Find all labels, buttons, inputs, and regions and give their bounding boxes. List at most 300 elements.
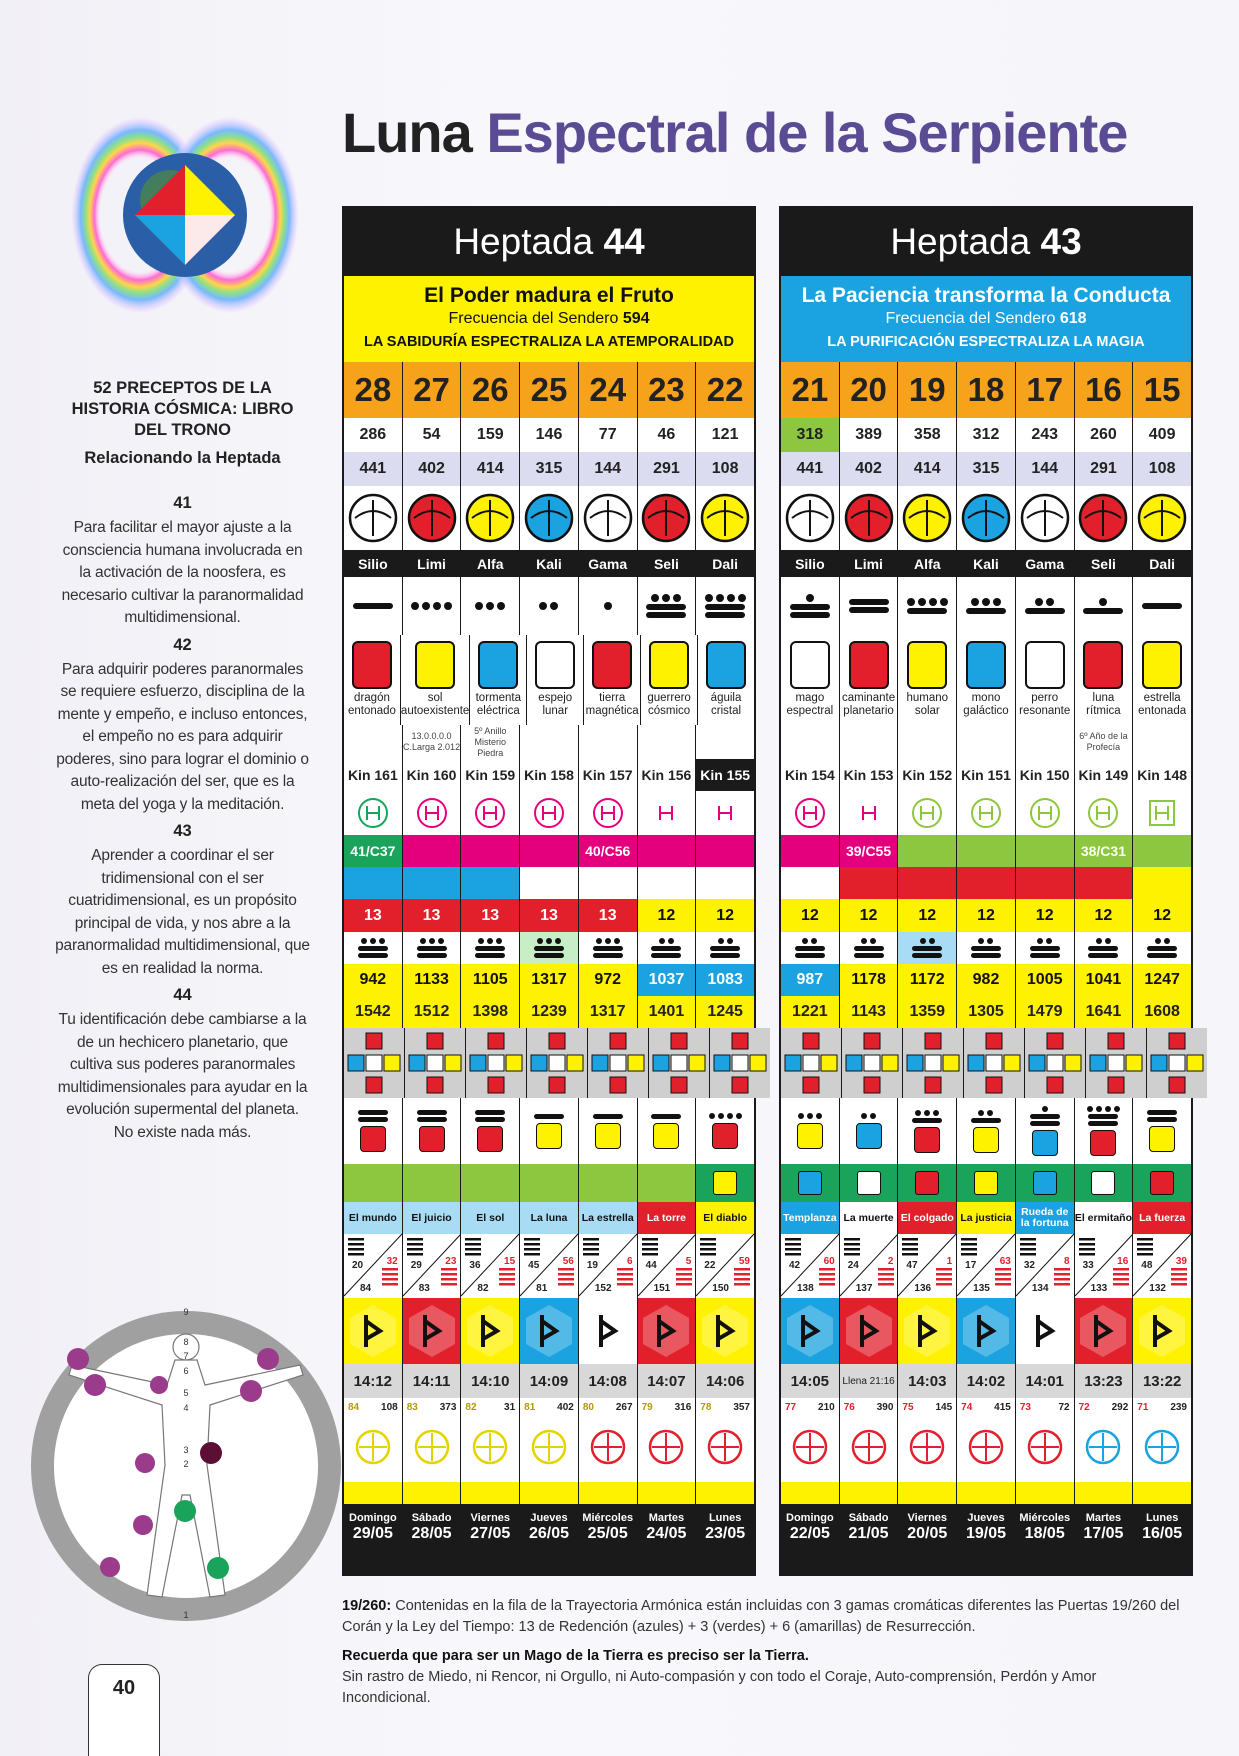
- hexagram-number-red: 60: [823, 1256, 835, 1267]
- banner-title: El Poder madura el Fruto: [424, 284, 674, 307]
- note-row: [344, 725, 754, 759]
- oracle-icon-row: [781, 791, 1191, 835]
- kin-label: Kin 158: [520, 759, 578, 791]
- banner-frequency: [781, 308, 1191, 330]
- harmonic-bar: 40/C56: [579, 835, 637, 867]
- tone-dots-icon: [403, 577, 461, 635]
- note: [840, 725, 898, 759]
- green-band: [1075, 1164, 1133, 1202]
- planet-number-left: 74: [961, 1402, 973, 1413]
- planet-icon: [840, 1398, 898, 1482]
- plasma-name-row: [344, 550, 754, 577]
- note-row: [781, 725, 1191, 759]
- tone-seal-icon: [638, 1098, 696, 1164]
- harmonic-bar: [520, 835, 578, 867]
- solar-seal-label-line1: guerrero: [647, 692, 691, 704]
- yellow-strip: [461, 1482, 519, 1504]
- solar-seal-icon: [1025, 641, 1065, 689]
- solar-seal: [641, 635, 697, 725]
- planet-number-left: 82: [465, 1402, 477, 1413]
- plasma-name: Alfa: [898, 550, 956, 577]
- day-of-week: [957, 1504, 1015, 1548]
- yellow-strip: [403, 1482, 461, 1504]
- value-b: 108: [1133, 452, 1191, 486]
- planet-icon: [781, 1398, 839, 1482]
- day-number: 28: [344, 362, 402, 418]
- plasma-seal-icon: [403, 486, 461, 550]
- number-a: 1037: [638, 964, 696, 996]
- day-of-week: [403, 1504, 461, 1548]
- date-label: 17/05: [1083, 1525, 1124, 1542]
- tone-dots-icon-row: [344, 577, 754, 635]
- tone-number: 13: [403, 899, 461, 932]
- color-bar: [638, 867, 696, 899]
- number-a: 982: [957, 964, 1015, 996]
- plasma-name: Dali: [696, 550, 754, 577]
- oracle-icon: [1133, 791, 1191, 835]
- solar-seal-row: [344, 635, 754, 725]
- precept-number: 44: [173, 986, 192, 1004]
- rune-icon: [957, 1298, 1015, 1364]
- precepts-column: [55, 378, 310, 1150]
- hexagram-number-red: 32: [386, 1256, 398, 1267]
- hexagram-cell: [403, 1234, 461, 1298]
- planet-icon-row: [344, 1398, 754, 1482]
- tone-dots-icon: [638, 577, 696, 635]
- tone-dots-icon: [898, 577, 956, 635]
- precept-number: 43: [173, 822, 192, 840]
- planet-number-right: 292: [1111, 1402, 1129, 1413]
- value-a: 312: [957, 418, 1015, 452]
- solar-seal: [401, 635, 469, 725]
- tone-dots-icon: [1075, 577, 1133, 635]
- tone-number: 12: [1016, 899, 1074, 932]
- frequency-value: 618: [1059, 310, 1087, 327]
- hexagram-number-bottom: 137: [855, 1283, 873, 1294]
- note: [344, 725, 402, 759]
- solar-seal-label-line2: solar: [914, 705, 940, 717]
- hexagram-cell: [461, 1234, 519, 1298]
- planet-number-right: 145: [935, 1402, 953, 1413]
- moon-time: 14:07: [638, 1364, 696, 1398]
- footer-notes: [342, 1596, 1188, 1717]
- weekday-name: Sábado: [411, 1512, 452, 1524]
- yellow-strip: [781, 1482, 839, 1504]
- tarot-label-row: [781, 1202, 1191, 1234]
- hexagram-number-red: 1: [946, 1256, 953, 1267]
- solar-seal-icon: [907, 641, 947, 689]
- value-b: 402: [403, 452, 461, 486]
- number-b: 1512: [403, 996, 461, 1028]
- planet-icon: [520, 1398, 578, 1482]
- hexagram-number-red: 39: [1175, 1256, 1187, 1267]
- tone-dots-small-icon: [898, 932, 956, 964]
- oracle-cross-icon-row: [781, 1028, 1191, 1098]
- oracle-cross-icon: [1025, 1028, 1085, 1098]
- value-b: 414: [898, 452, 956, 486]
- tone-dots-small-icon: [840, 932, 898, 964]
- tone-dots-icon: [461, 577, 519, 635]
- tone-dots-icon: [957, 577, 1015, 635]
- yellow-strip: [1075, 1482, 1133, 1504]
- oracle-cross-icon: [781, 1028, 841, 1098]
- hexagram-number-bottom: 152: [594, 1283, 612, 1294]
- hexagram-number-bottom: 82: [477, 1283, 489, 1294]
- number-b: 1317: [579, 996, 637, 1028]
- planet-number-right: 72: [1058, 1402, 1070, 1413]
- harmonic-bar: [957, 835, 1015, 867]
- solar-seal-icon: [415, 641, 455, 689]
- weekday-name: Jueves: [530, 1512, 568, 1524]
- planet-number-left: 78: [700, 1402, 712, 1413]
- tone-number-row: [781, 899, 1191, 932]
- planet-number-left: 73: [1019, 1402, 1031, 1413]
- solar-seal-icon: [649, 641, 689, 689]
- rune-icon: [638, 1298, 696, 1364]
- tone-seal-icon-row: [344, 1098, 754, 1164]
- solar-seal: [1016, 635, 1074, 725]
- number-a: 1317: [520, 964, 578, 996]
- weekday-name: Viernes: [907, 1512, 948, 1524]
- day-number: 21: [781, 362, 839, 418]
- weekday-name: Viernes: [470, 1512, 511, 1524]
- page-title: Luna Espectral de la Serpiente: [342, 101, 1128, 164]
- tone-dots-small-icon: [638, 932, 696, 964]
- rainbow-earth-logo: [70, 110, 300, 320]
- solar-seal-label-line2: entonada: [1138, 705, 1187, 717]
- yellow-strip: [1016, 1482, 1074, 1504]
- tarot-label: La justicia: [957, 1202, 1015, 1234]
- tone-number: 12: [957, 899, 1015, 932]
- precepts-subheading: Relacionando la Heptada: [84, 449, 281, 467]
- hexagram-number-red: 5: [685, 1256, 692, 1267]
- green-band: [781, 1164, 839, 1202]
- tarot-label: La estrella: [579, 1202, 637, 1234]
- figure-number-3: 3: [183, 1445, 189, 1455]
- tarot-label: La muerte: [840, 1202, 898, 1234]
- tone-seal-icon: [579, 1098, 637, 1164]
- day-number-row: [781, 362, 1191, 418]
- heptada-label: Heptada: [453, 221, 594, 262]
- planet-number-right: 357: [733, 1402, 750, 1413]
- day-of-week: [638, 1504, 696, 1548]
- tarot-label: Rueda de la fortuna: [1016, 1202, 1074, 1234]
- note: [1133, 725, 1191, 759]
- plasma-seal-icon: [344, 486, 402, 550]
- solar-seal-icon: [706, 641, 746, 689]
- rune-icon: [696, 1298, 754, 1364]
- number-a: 1083: [696, 964, 754, 996]
- tone-dots-icon: [696, 577, 754, 635]
- plasma-name: Silio: [344, 550, 402, 577]
- panel-heading: [344, 208, 754, 276]
- panel-heading: [781, 208, 1191, 276]
- precept-number: 42: [173, 635, 192, 654]
- date-label: 26/05: [528, 1525, 570, 1542]
- figure-number-2: 2: [183, 1459, 189, 1469]
- date-label: 16/05: [1142, 1525, 1183, 1542]
- moon-time: 14:12: [344, 1364, 402, 1398]
- day-of-week: [1016, 1504, 1074, 1548]
- solar-seal: [344, 635, 400, 725]
- color-bar: [520, 867, 578, 899]
- hexagram-cell: [957, 1234, 1015, 1298]
- day-of-week: [520, 1504, 578, 1548]
- hexagram-number-red: 63: [999, 1256, 1011, 1267]
- banner-frequency: [344, 308, 754, 330]
- oracle-cross-icon: [903, 1028, 963, 1098]
- note: [957, 725, 1015, 759]
- planet-icon: [898, 1398, 956, 1482]
- hexagram-number-bottom: 134: [1031, 1283, 1049, 1294]
- planet-number-left: 72: [1078, 1402, 1090, 1413]
- heptada-number: 43: [1040, 221, 1082, 262]
- note: [638, 725, 696, 759]
- solar-seal-label-line2: magnética: [585, 705, 639, 717]
- number-a-row: [344, 964, 754, 996]
- number-a: 987: [781, 964, 839, 996]
- planet-icon: [344, 1398, 402, 1482]
- tarot-label: El juicio: [403, 1202, 461, 1234]
- planet-icon: [957, 1398, 1015, 1482]
- solar-seal-label-line1: tormenta: [475, 692, 521, 704]
- tone-number: 12: [1075, 899, 1133, 932]
- planet-number-right: 267: [615, 1402, 633, 1413]
- number-b: 1143: [840, 996, 898, 1028]
- weekday-name: Miércoles: [1019, 1512, 1071, 1524]
- moon-time: 14:09: [520, 1364, 578, 1398]
- solar-seal: [1075, 635, 1133, 725]
- kin-label: Kin 161: [344, 759, 402, 791]
- number-b: 1608: [1133, 996, 1191, 1028]
- green-band: [638, 1164, 696, 1202]
- value-a: 358: [898, 418, 956, 452]
- kin-label: Kin 160: [403, 759, 461, 791]
- figure-number-7: 7: [183, 1351, 189, 1361]
- tone-seal-icon: [1016, 1098, 1074, 1164]
- solar-seal-icon: [1142, 641, 1182, 689]
- solar-seal-label-line1: luna: [1092, 692, 1115, 704]
- planet-number-left: 76: [843, 1402, 855, 1413]
- rune-icon: [579, 1298, 637, 1364]
- oracle-icon: [781, 791, 839, 835]
- color-bar: [696, 867, 754, 899]
- planet-icon: [696, 1398, 754, 1482]
- number-b-row: [781, 996, 1191, 1028]
- color-bar: [403, 867, 461, 899]
- note: [579, 725, 637, 759]
- solar-seal-icon: [592, 641, 632, 689]
- number-a: 1041: [1075, 964, 1133, 996]
- hexagram-number-red: 15: [504, 1256, 516, 1267]
- hexagram-number-bottom: 81: [536, 1283, 548, 1294]
- value-a-row: [344, 418, 754, 452]
- number-a: 1172: [898, 964, 956, 996]
- note: [898, 725, 956, 759]
- tone-number: 12: [696, 899, 754, 932]
- rune-icon: [781, 1298, 839, 1364]
- tone-dots-small-icon-row: [344, 932, 754, 964]
- planet-number-left: 80: [582, 1402, 594, 1413]
- rune-icon: [1016, 1298, 1074, 1364]
- green-band: [957, 1164, 1015, 1202]
- number-a: 972: [579, 964, 637, 996]
- tone-seal-icon: [1075, 1098, 1133, 1164]
- value-a-row: [781, 418, 1191, 452]
- oracle-icon: [403, 791, 461, 835]
- solar-seal: [1133, 635, 1191, 725]
- hexagram-cell: [638, 1234, 696, 1298]
- tarot-label: El sol: [461, 1202, 519, 1234]
- oracle-icon: [1075, 791, 1133, 835]
- day-of-week: [461, 1504, 519, 1548]
- solar-seal-icon: [1083, 641, 1123, 689]
- harmonic-bar: [1133, 835, 1191, 867]
- solar-seal-label-line2: entonado: [347, 705, 396, 717]
- value-a: 46: [638, 418, 696, 452]
- frequency-value: 594: [622, 310, 650, 327]
- precepts-heading: 52 PRECEPTOS DE LA HISTORIA CÓSMICA: LIBRO DEL TRONO: [71, 379, 294, 439]
- solar-seal-label-line1: mago: [795, 692, 825, 704]
- green-band: [579, 1164, 637, 1202]
- solar-seal-label-line2: cristal: [711, 705, 742, 717]
- plasma-seal-icon-row: [344, 486, 754, 550]
- yellow-strip: [579, 1482, 637, 1504]
- tone-number: 13: [520, 899, 578, 932]
- value-b: 144: [1016, 452, 1074, 486]
- day-number: 27: [403, 362, 461, 418]
- moon-time: 14:01: [1016, 1364, 1074, 1398]
- tone-dots-small-icon: [520, 932, 578, 964]
- hexagram-number-red: 8: [1064, 1256, 1070, 1267]
- day-number-row: [344, 362, 754, 418]
- hexagram-number: 47: [906, 1260, 918, 1271]
- solar-seal-label-line1: sol: [427, 692, 443, 704]
- banner-line: LA SABIDURÍA ESPECTRALIZA LA ATEMPORALIDAD: [363, 334, 734, 350]
- solar-seal: [840, 635, 898, 725]
- planet-icon: [579, 1398, 637, 1482]
- solar-seal-label-line1: estrella: [1143, 692, 1181, 704]
- green-band: [898, 1164, 956, 1202]
- heptada-panel-44: [342, 206, 756, 1576]
- tone-dots-small-icon-row: [781, 932, 1191, 964]
- rune-icon: [1133, 1298, 1191, 1364]
- plasma-seal-icon: [696, 486, 754, 550]
- tone-seal-icon: [696, 1098, 754, 1164]
- solar-seal-label-line1: humano: [906, 692, 949, 704]
- plasma-name: Kali: [520, 550, 578, 577]
- planet-icon: [1133, 1398, 1191, 1482]
- plasma-seal-icon: [579, 486, 637, 550]
- value-a: 159: [461, 418, 519, 452]
- color-bar: [957, 867, 1015, 899]
- color-bar: [1075, 867, 1133, 899]
- value-a: 286: [344, 418, 402, 452]
- hexagram-number-bottom: 150: [712, 1283, 729, 1294]
- solar-seal-row: [781, 635, 1191, 725]
- moon-time-row: [781, 1364, 1191, 1398]
- day-of-week: [781, 1504, 839, 1548]
- solar-seal-icon: [790, 641, 830, 689]
- date-label: 19/05: [965, 1525, 1007, 1542]
- plasma-name: Kali: [957, 550, 1015, 577]
- plasma-name: Seli: [1075, 550, 1133, 577]
- figure-number-1: 1: [183, 1610, 189, 1620]
- tone-seal-icon: [840, 1098, 898, 1164]
- planet-number-right: 210: [818, 1402, 835, 1413]
- hexagram-cell: [344, 1234, 402, 1298]
- harmonic-bar: [898, 835, 956, 867]
- hexagram-number: 42: [789, 1260, 801, 1271]
- value-a: 77: [579, 418, 637, 452]
- hexagram-number: 17: [965, 1260, 977, 1271]
- solar-seal-icon: [535, 641, 575, 689]
- solar-seal-label-line1: mono: [971, 692, 1001, 704]
- moon-time: 14:11: [403, 1364, 461, 1398]
- color-bar: [1133, 867, 1191, 899]
- yellow-strip: [638, 1482, 696, 1504]
- planet-number-left: 75: [902, 1402, 914, 1413]
- value-b: 441: [781, 452, 839, 486]
- banner-line: LA PURIFICACIÓN ESPECTRALIZA LA MAGIA: [827, 334, 1145, 350]
- solar-seal: [527, 635, 583, 725]
- planet-number-right: 316: [674, 1402, 692, 1413]
- hexagram-number-bottom: 84: [360, 1283, 372, 1294]
- tarot-label: La torre: [638, 1202, 696, 1234]
- tone-seal-icon: [1133, 1098, 1191, 1164]
- solar-seal-label-line2: espectral: [786, 705, 834, 717]
- tarot-label: El ermitaño: [1075, 1202, 1133, 1234]
- value-a: 146: [520, 418, 578, 452]
- kin-label-row: [344, 759, 754, 791]
- weekday-name: Jueves: [967, 1512, 1005, 1524]
- tone-dots-small-icon: [344, 932, 402, 964]
- tarot-label: El colgado: [898, 1202, 956, 1234]
- solar-seal: [470, 635, 526, 725]
- note: 13.0.0.0.0 C.Larga 2.012: [403, 725, 461, 759]
- tarot-label: La luna: [520, 1202, 578, 1234]
- figure-number-5: 5: [183, 1388, 189, 1398]
- number-b: 1641: [1075, 996, 1133, 1028]
- oracle-cross-icon: [842, 1028, 902, 1098]
- hexagram-number: 45: [528, 1260, 540, 1271]
- solar-seal-label-line2: cósmico: [648, 705, 691, 717]
- plasma-seal-icon: [957, 486, 1015, 550]
- day-of-week: [1075, 1504, 1133, 1548]
- kin-label: Kin 153: [840, 759, 898, 791]
- plasma-name: Seli: [638, 550, 696, 577]
- planet-icon: [461, 1398, 519, 1482]
- yellow-strip-row: [344, 1482, 754, 1504]
- hexagram-number-red: 59: [738, 1256, 750, 1267]
- footer-note-1: 19/260: Contenidas en la fila de la Trayectoria Armónica están incluidas con 3 gamas cromáticas diferentes las Puertas 19/260 del Corán y la Ley del Tiempo: 13 de Redención (azules) + 3 (verdes) + 6 (amarillas) de Resurrección.: [342, 1598, 1180, 1635]
- precept-number: 41: [173, 494, 192, 512]
- plasma-name-row: [781, 550, 1191, 577]
- solar-seal: [957, 635, 1015, 725]
- number-a: 942: [344, 964, 402, 996]
- plasma-seal-icon: [1075, 486, 1133, 550]
- frequency-label: Frecuencia del Sendero: [885, 310, 1056, 327]
- hexagram-number-bottom: 133: [1090, 1283, 1108, 1294]
- tarot-label: El diablo: [696, 1202, 754, 1234]
- solar-seal: [781, 635, 839, 725]
- weekday-name: Lunes: [708, 1512, 742, 1524]
- harmonic-bar: [461, 835, 519, 867]
- rune-icon-row: [344, 1298, 754, 1364]
- day-of-week: [579, 1504, 637, 1548]
- yellow-strip: [1133, 1482, 1191, 1504]
- solar-seal-label-line1: águila: [710, 692, 742, 704]
